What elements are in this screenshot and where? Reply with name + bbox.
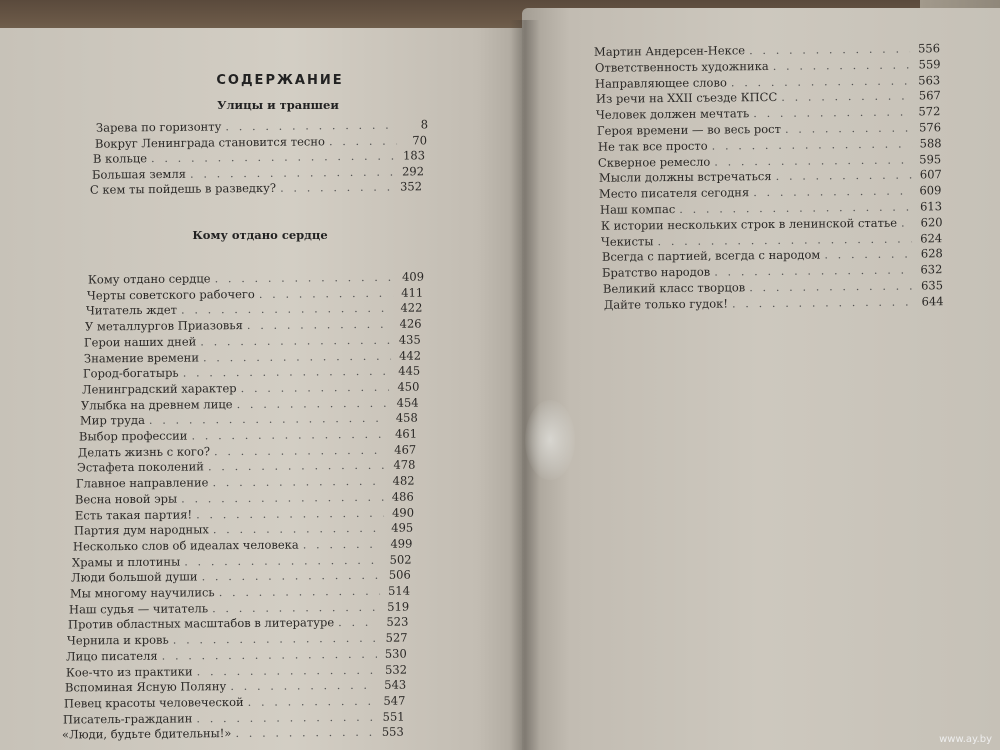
toc-entry-title: Мартин Андерсен-Нексе bbox=[593, 43, 746, 59]
toc-entry-title: Кому отдано сердце bbox=[87, 271, 211, 287]
toc-entry-title: Чернила и кровь bbox=[67, 632, 170, 648]
toc-entry-page: 530 bbox=[385, 646, 408, 661]
toc-entry-title: Есть такая партия! bbox=[74, 506, 192, 522]
toc-entry-page: 576 bbox=[918, 120, 942, 135]
toc-entry-title: Против областных масштабов в литературе bbox=[68, 615, 335, 632]
toc-leader-dots bbox=[280, 179, 392, 197]
toc-entry-page: 502 bbox=[389, 552, 412, 567]
toc-entry-title: Писатель-гражданин bbox=[62, 710, 193, 727]
toc-entry-title: Певец красоты человеческой bbox=[63, 694, 244, 711]
toc-entry-title: Кое-что из практики bbox=[65, 663, 193, 679]
toc-entry-page: 628 bbox=[920, 246, 943, 261]
toc-entry-page: 563 bbox=[918, 72, 941, 88]
toc-entry-title: Направляющее слово bbox=[595, 75, 728, 91]
toc-entry-title: Весна новой эры bbox=[75, 491, 178, 507]
toc-entry-page: 454 bbox=[396, 395, 419, 410]
toc-entry-title: Улыбка на древнем лице bbox=[80, 396, 233, 413]
book-gutter bbox=[510, 20, 540, 750]
toc-entry-page: 8 bbox=[420, 117, 429, 132]
toc-entry-title: Несколько слов об идеалах человека bbox=[72, 537, 299, 554]
toc-entry-page: 514 bbox=[387, 583, 411, 598]
toc-entry-page: 442 bbox=[398, 348, 421, 363]
toc-entry-title: Делать жизнь с кого? bbox=[78, 444, 211, 460]
toc-entry-title: Знамение времени bbox=[83, 349, 199, 365]
toc-entry-page: 635 bbox=[920, 278, 944, 293]
toc-entry-page: 486 bbox=[392, 489, 415, 504]
toc-entry-title: Храмы и плотины bbox=[71, 554, 181, 570]
toc-entry-page: 532 bbox=[384, 662, 407, 677]
toc-entry-title: Наш судья — читатель bbox=[69, 600, 209, 617]
toc-leader-dots bbox=[235, 724, 374, 742]
toc-entry-page: 183 bbox=[402, 148, 426, 163]
toc-entry-title: Партия дум народных bbox=[73, 522, 209, 538]
toc-entry-page: 595 bbox=[919, 151, 942, 167]
watermark: www.ay.by bbox=[939, 734, 992, 745]
toc-entry-page: 572 bbox=[918, 104, 941, 119]
toc-entry-page: 426 bbox=[399, 316, 422, 331]
toc-entry-page: 422 bbox=[400, 300, 423, 316]
toc-entry-title: Из речи на XXII съезде КПСС bbox=[595, 90, 778, 107]
toc-entry-page: 292 bbox=[401, 163, 424, 178]
toc-entry-page: 490 bbox=[391, 505, 414, 520]
toc-entry bbox=[604, 293, 944, 314]
toc-leader-dots bbox=[901, 214, 913, 231]
toc-entry-title: Черты советского рабочего bbox=[87, 286, 255, 303]
toc-entry-title: Чекисты bbox=[601, 233, 654, 249]
toc-entry-title: Выбор профессии bbox=[78, 428, 188, 444]
toc-entry-title: «Люди, будьте бдительны!» bbox=[61, 726, 232, 742]
toc-entry-page: 620 bbox=[920, 215, 943, 230]
toc-entry-title: Дайте только гудок! bbox=[603, 296, 728, 312]
section-heading: Кому отдано сердце bbox=[192, 228, 328, 242]
page-stain bbox=[525, 400, 575, 480]
toc-entry-page: 556 bbox=[917, 41, 941, 56]
toc-entry-page: 553 bbox=[381, 724, 404, 739]
toc-entry-page: 70 bbox=[411, 132, 427, 147]
toc-entry-title: Всегда с партией, всегда с народом bbox=[601, 247, 821, 265]
toc-entry-page: 411 bbox=[401, 285, 424, 300]
toc-entry-title: Мысли должны встречаться bbox=[598, 169, 772, 186]
toc-entry-page: 523 bbox=[386, 614, 409, 630]
toc-entry-title: У металлургов Приазовья bbox=[85, 318, 244, 334]
toc-entry-title: Героя времени — во весь рост bbox=[596, 121, 782, 138]
toc-entry-page: 506 bbox=[388, 567, 411, 583]
toc-entry-title: Вокруг Ленинграда становится тесно bbox=[94, 133, 325, 151]
toc-entry bbox=[62, 724, 404, 744]
toc-entry-page: 352 bbox=[399, 179, 423, 194]
toc-entry bbox=[90, 178, 422, 198]
toc-leader-dots bbox=[731, 293, 913, 312]
toc-entry-title: Человек должен мечтать bbox=[596, 106, 750, 122]
toc-entry-title: Не так все просто bbox=[597, 138, 708, 154]
toc-entry-title: Мы многому научились bbox=[69, 585, 215, 601]
section-heading: Улицы и траншеи bbox=[217, 98, 339, 112]
toc-entry-page: 409 bbox=[401, 269, 425, 284]
toc-entry-title: Город-богатырь bbox=[82, 365, 179, 381]
toc-entry-title: Место писателя сегодня bbox=[599, 185, 750, 201]
toc-entry-title: Скверное ремесло bbox=[598, 154, 711, 170]
toc-entry-page: 609 bbox=[919, 183, 942, 198]
toc-entry-title: Главное направление bbox=[76, 475, 209, 491]
toc-entry-page: 435 bbox=[399, 332, 422, 347]
toc-title: СОДЕРЖАНИЕ bbox=[216, 73, 344, 88]
toc-entry-title: Братство народов bbox=[602, 264, 711, 280]
toc-entry-title: Лицо писателя bbox=[66, 648, 159, 664]
toc-entry-title: Читатель ждет bbox=[86, 303, 178, 318]
toc-entry-title: К истории нескольких строк в ленинской статье bbox=[600, 215, 897, 233]
toc-entry-page: 478 bbox=[393, 457, 416, 473]
toc-entry-title: Ответственность художника bbox=[594, 58, 769, 75]
toc-entry-page: 632 bbox=[920, 262, 943, 277]
toc-entry-page: 613 bbox=[919, 199, 943, 214]
toc-entry-page: 495 bbox=[390, 520, 413, 535]
toc-entry-page: 624 bbox=[920, 230, 943, 246]
toc-entry-page: 567 bbox=[918, 88, 941, 103]
toc-entry-title: Наш компас bbox=[599, 202, 676, 217]
toc-entry-page: 527 bbox=[385, 630, 408, 645]
toc-leader-dots bbox=[302, 536, 382, 554]
toc-entry-page: 543 bbox=[383, 677, 406, 692]
toc-entry-page: 467 bbox=[394, 442, 417, 457]
toc-entry-page: 458 bbox=[395, 410, 418, 426]
toc-entry-page: 559 bbox=[918, 56, 941, 72]
toc-entry-page: 482 bbox=[392, 473, 415, 488]
toc-entry-title: С кем ты пойдешь в разведку? bbox=[89, 180, 277, 197]
toc-entry-title: Великий класс творцов bbox=[602, 280, 746, 296]
toc-entry-page: 644 bbox=[921, 294, 944, 309]
toc-entry-page: 607 bbox=[919, 167, 942, 182]
toc-entry-page: 461 bbox=[394, 426, 418, 441]
toc-entry-page: 588 bbox=[919, 135, 942, 151]
toc-entry-page: 450 bbox=[397, 379, 420, 394]
toc-entry-page: 519 bbox=[387, 599, 410, 614]
toc-entry-title: Зарева по горизонту bbox=[95, 119, 222, 135]
toc-entry-title: Эстафета поколений bbox=[77, 459, 205, 475]
toc-entry-title: Люди большой души bbox=[70, 569, 198, 585]
toc-entry-page: 499 bbox=[390, 536, 413, 551]
toc-entry-title: Ленинградский характер bbox=[81, 381, 237, 397]
toc-entry-page: 445 bbox=[397, 363, 420, 378]
toc-entry-title: Мир труда bbox=[79, 413, 145, 428]
toc-entry-page: 547 bbox=[383, 693, 406, 708]
toc-entry-title: Вспоминая Ясную Поляну bbox=[64, 679, 226, 695]
toc-entry-title: Большая земля bbox=[91, 166, 186, 182]
toc-entry-title: В кольце bbox=[92, 151, 148, 166]
toc-entry-title: Герои наших дней bbox=[84, 334, 197, 350]
toc-entry-page: 551 bbox=[382, 709, 405, 724]
